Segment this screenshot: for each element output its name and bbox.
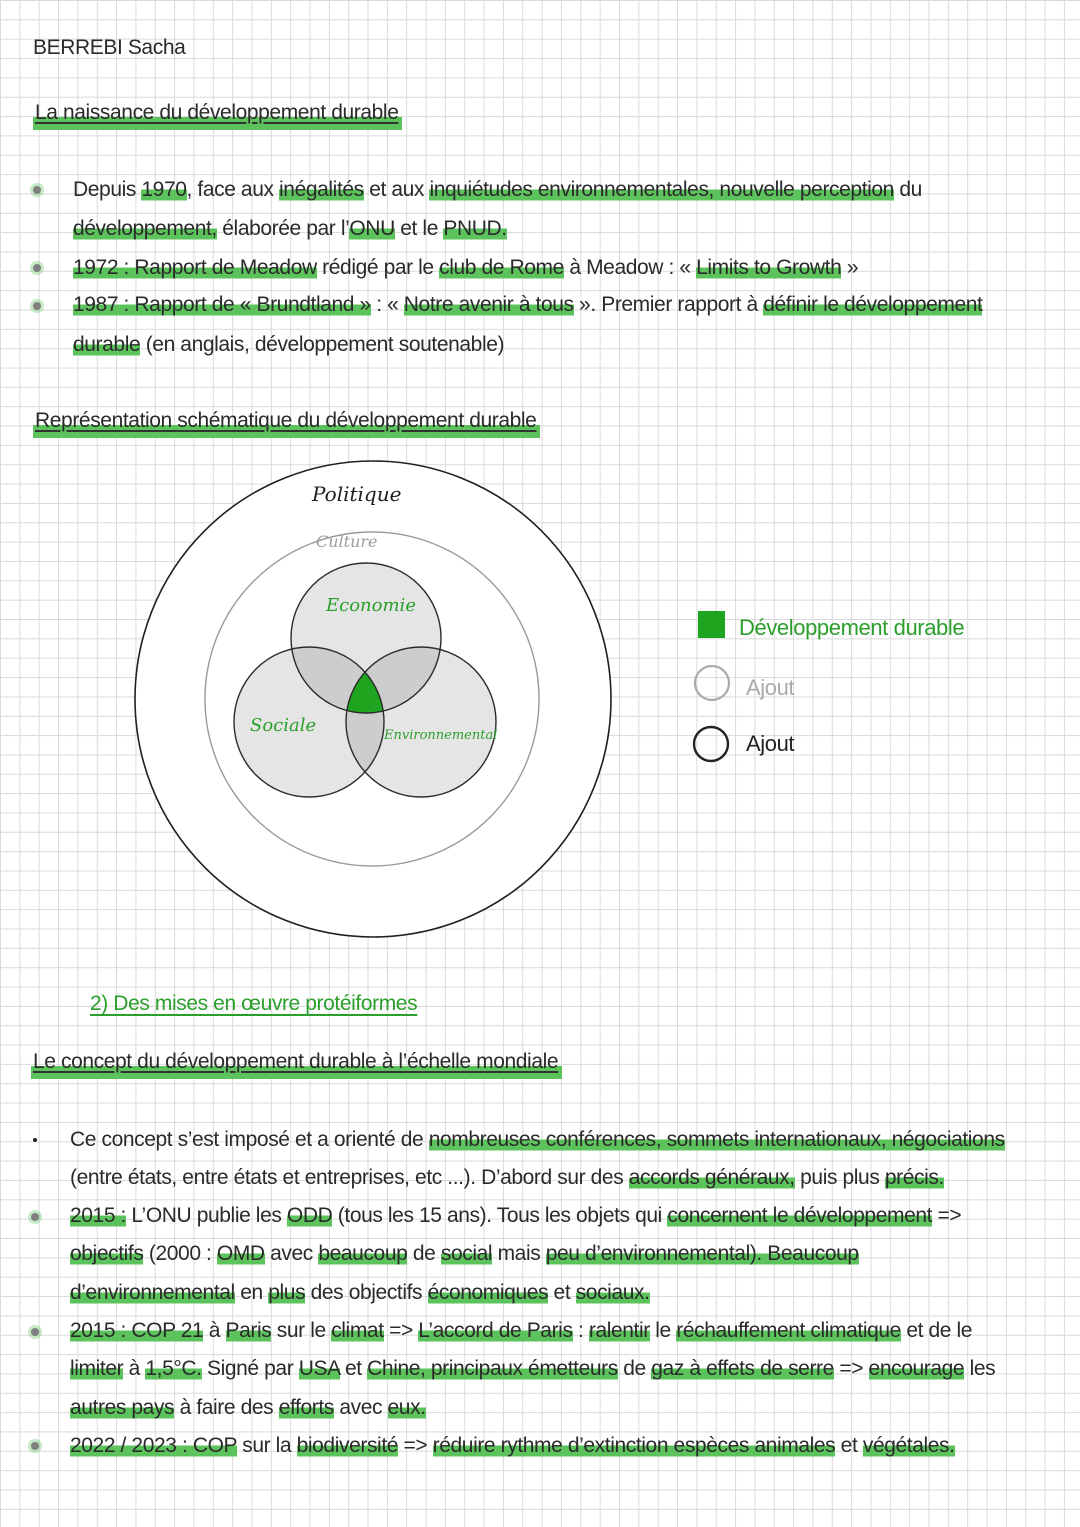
text-segment: à [203,1319,226,1342]
text-line [70,1202,961,1230]
text-segment: en [234,1281,269,1304]
bullet-icon [31,1442,39,1450]
highlighted-text: réduire rythme d’extinction espèces animales [432,1434,836,1457]
label-culture: Culture [316,532,378,551]
bullet-icon [31,1328,39,1336]
text-segment: et [548,1281,576,1304]
bullet-icon [33,264,41,272]
bullet-icon [31,1213,39,1221]
text-segment: du [893,178,922,201]
text-segment: et aux [363,178,430,201]
text-segment: => [932,1204,962,1227]
text-line [70,1432,955,1460]
text-segment: et [835,1434,863,1457]
highlighted-text: autres pays [70,1396,175,1419]
highlighted-text: encourage [868,1357,965,1380]
text-segment: => [383,1319,419,1342]
highlighted-text: développement, [73,217,217,240]
highlighted-text: beaucoup [318,1242,408,1265]
text-segment: puis plus [794,1166,885,1189]
text-segment: et de le [900,1319,973,1342]
text-segment: => [833,1357,869,1380]
label-environnemental: Environnemental [384,728,498,743]
text-segment: Depuis [73,178,142,201]
highlighted-text: concernent le développement [667,1204,933,1227]
section-heading-line [33,407,540,435]
text-line [73,176,922,204]
text-segment: sur la [236,1434,297,1457]
bullet-icon [33,302,41,310]
bullet-icon [33,1138,37,1142]
text-segment: (2000 : [143,1242,217,1265]
text-segment: (en anglais, développement soutenable) [140,333,505,356]
highlighted-text: ODD [286,1204,333,1227]
text-line [70,1394,426,1422]
section-heading: Le concept du développement durable à l’échelle mondiale [31,1050,562,1079]
legend-label-durable: Développement durable [739,615,965,640]
highlighted-text: réchauffement climatique [676,1319,901,1342]
highlighted-text: biodiversité [296,1434,399,1457]
text-segment: ». Premier rapport à [573,293,764,316]
subsection-heading: 2) Des mises en œuvre protéiformes [90,992,418,1015]
section-heading-line [31,1048,562,1076]
text-segment: les [964,1357,996,1380]
highlighted-text: Chine, principaux émetteurs [367,1357,618,1380]
highlighted-text: L’accord de Paris [418,1319,573,1342]
legend-label-ajout-black: Ajout [746,731,795,756]
highlighted-text: club de Rome [439,256,564,279]
highlighted-text: durable [73,333,141,356]
text-line [73,291,982,319]
text-segment: à Meadow : « [563,256,697,279]
highlighted-text: inquiétudes environnementales, nouvelle perception [429,178,894,201]
highlighted-text: objectifs [70,1242,144,1265]
highlighted-text: OMD [216,1242,265,1265]
text-segment: le [649,1319,677,1342]
highlighted-text: plus [268,1281,306,1304]
highlighted-text: gaz à effets de serre [651,1357,834,1380]
highlighted-text: USA [298,1357,340,1380]
text-segment: de [617,1357,652,1380]
text-segment: avec [333,1396,388,1419]
text-line [73,215,507,243]
highlighted-text: climat [331,1319,384,1342]
highlighted-text: définir le développement [763,293,983,316]
text-line [70,1355,995,1383]
highlighted-text: économiques [427,1281,549,1304]
highlighted-text: limiter [70,1357,124,1380]
highlighted-text: 1987 : Rapport de « Brundtland » [73,293,371,316]
highlighted-text: peu d’environnemental). Beaucoup [545,1242,859,1265]
text-segment: » [841,256,859,279]
text-line [73,254,858,282]
label-economie: Economie [326,595,416,616]
highlighted-text: 1970 [141,178,187,201]
text-segment: élaborée par l’ [216,217,350,240]
highlighted-text: accords généraux, [628,1166,795,1189]
label-politique: Politique [312,482,402,506]
gray-circle-icon [695,666,729,700]
text-segment: : « [370,293,404,316]
green-square-icon [698,611,725,638]
highlighted-text: Notre avenir à tous [403,293,574,316]
text-line [73,331,504,359]
section-heading-line [33,99,402,127]
text-segment: et le [394,217,444,240]
subsection-heading-line [90,990,417,1018]
text-segment: rédigé par le [316,256,440,279]
legend-label-ajout-gray: Ajout [746,675,795,700]
text-line [70,1317,972,1345]
highlighted-text: 2015 : [70,1204,126,1227]
highlighted-text: social [440,1242,493,1265]
highlighted-text: nombreuses conférences, sommets internationaux, négociations [428,1128,1005,1151]
text-segment: (entre états, entre états et entreprises, etc ...). D’abord sur des [70,1166,629,1189]
text-segment: L’ONU publie les [126,1204,287,1227]
text-segment: à [123,1357,146,1380]
highlighted-text: eux. [387,1396,426,1419]
highlighted-text: sociaux. [575,1281,650,1304]
text-line [70,1164,944,1192]
text-segment: des objectifs [305,1281,428,1304]
highlighted-text: 2015 : COP 21 [70,1319,204,1342]
text-segment: à faire des [174,1396,279,1419]
text-segment: Signé par [201,1357,299,1380]
highlighted-text: végétales. [862,1434,955,1457]
highlighted-text: Limits to Growth [696,256,842,279]
text-segment: (tous les 15 ans). Tous les objets qui [332,1204,668,1227]
black-circle-icon [694,727,728,761]
text-line [70,1279,650,1307]
text-segment: avec [264,1242,319,1265]
label-sociale: Sociale [250,715,317,736]
sustainable-development-diagram [0,440,1000,960]
text-segment: : [572,1319,589,1342]
text-segment: mais [492,1242,546,1265]
highlighted-text: d’environnemental [70,1281,235,1304]
highlighted-text: 1,5°C. [145,1357,202,1380]
text-segment: de [407,1242,441,1265]
text-segment: sur le [271,1319,332,1342]
bullet-icon [33,186,41,194]
highlighted-text: 2022 / 2023 : COP [70,1434,237,1457]
text-segment: et [339,1357,368,1380]
circle-environnemental [346,647,496,797]
section-heading: La naissance du développement durable [33,101,402,130]
highlighted-text: efforts [278,1396,334,1419]
text-line [70,1126,1005,1154]
highlighted-text: Paris [225,1319,272,1342]
text-segment: , face aux [186,178,280,201]
highlighted-text: 1972 : Rapport de Meadow [73,256,317,279]
highlighted-text: inégalités [279,178,364,201]
highlighted-text: ONU [349,217,395,240]
highlighted-text: PNUD. [443,217,507,240]
text-line [70,1240,859,1268]
author-name: BERREBI Sacha [33,36,186,59]
highlighted-text: précis. [884,1166,944,1189]
highlighted-text: ralentir [588,1319,650,1342]
diagram-heading: Représentation schématique du développement durable [33,409,540,438]
text-segment: => [398,1434,433,1457]
text-segment: Ce concept s’est imposé et a orienté de [70,1128,429,1151]
